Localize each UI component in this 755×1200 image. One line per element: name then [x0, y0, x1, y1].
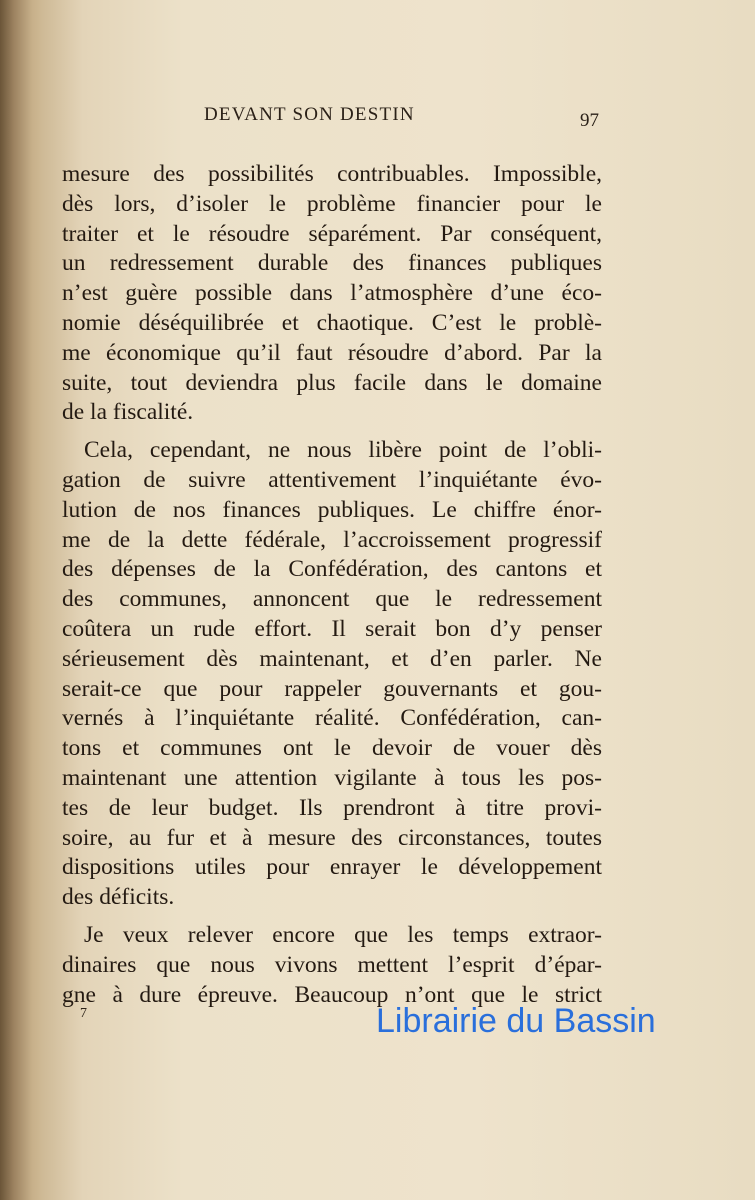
text-line: des communes, annoncent que le redressement — [62, 586, 602, 613]
text-line: dinaires que nous vivons mettent l’esprit d’épar- — [62, 951, 602, 978]
running-head-title: DEVANT SON DESTIN — [204, 104, 415, 125]
paragraph-1 — [62, 160, 602, 428]
text-line: nomie déséquilibrée et chaotique. C’est le problè- — [62, 309, 602, 336]
text-line: vernés à l’inquiétante réalité. Confédération, can- — [62, 705, 602, 732]
page-number: 97 — [580, 110, 599, 131]
text-line: des dépenses de la Confédération, des cantons et — [62, 556, 602, 583]
text-line: traiter et le résoudre séparément. Par conséquent, — [62, 220, 602, 247]
text-line: maintenant une attention vigilante à tous les pos- — [62, 764, 602, 791]
text-line: me économique qu’il faut résoudre d’abord. Par la — [62, 339, 602, 366]
paragraph-2 — [62, 436, 602, 913]
text-line: dispositions utiles pour enrayer le développement — [62, 854, 602, 881]
text-line: gation de suivre attentivement l’inquiétante évo- — [62, 466, 602, 493]
text-line: de la fiscalité. — [62, 399, 194, 426]
text-line: Cela, cependant, ne nous libère point de l’obli- — [84, 437, 602, 464]
body-text — [62, 160, 602, 1010]
text-line: Je veux relever encore que les temps extraor- — [84, 921, 602, 948]
text-line: coûtera un rude effort. Il serait bon d’y penser — [62, 615, 602, 642]
text-line: un redressement durable des finances publiques — [62, 250, 602, 277]
signature-mark: 7 — [80, 1006, 87, 1021]
text-line: tons et communes ont le devoir de vouer dès — [62, 735, 602, 762]
text-line: lution de nos finances publiques. Le chiffre énor- — [62, 496, 602, 523]
text-line: n’est guère possible dans l’atmosphère d’une éco- — [62, 280, 602, 307]
text-line: tes de leur budget. Ils prendront à titre provi- — [62, 794, 602, 821]
text-line: suite, tout deviendra plus facile dans le domaine — [62, 369, 602, 396]
text-line: sérieusement dès maintenant, et d’en parler. Ne — [62, 645, 602, 672]
running-head — [40, 104, 755, 134]
watermark: Librairie du Bassin — [376, 1002, 656, 1040]
text-line: des déficits. — [62, 884, 175, 911]
text-line: me de la dette fédérale, l’accroissement progressif — [62, 526, 602, 553]
text-line: soire, au fur et à mesure des circonstances, toutes — [62, 824, 602, 851]
paragraph-3 — [62, 921, 602, 1010]
text-line: mesure des possibilités contribuables. Impossible, — [62, 161, 602, 187]
text-line: gne à dure épreuve. Beaucoup n’ont que le strict — [62, 981, 602, 1008]
text-line: serait-ce que pour rappeler gouvernants et gou- — [62, 675, 602, 702]
text-line: dès lors, d’isoler le problème financier pour le — [62, 190, 602, 217]
